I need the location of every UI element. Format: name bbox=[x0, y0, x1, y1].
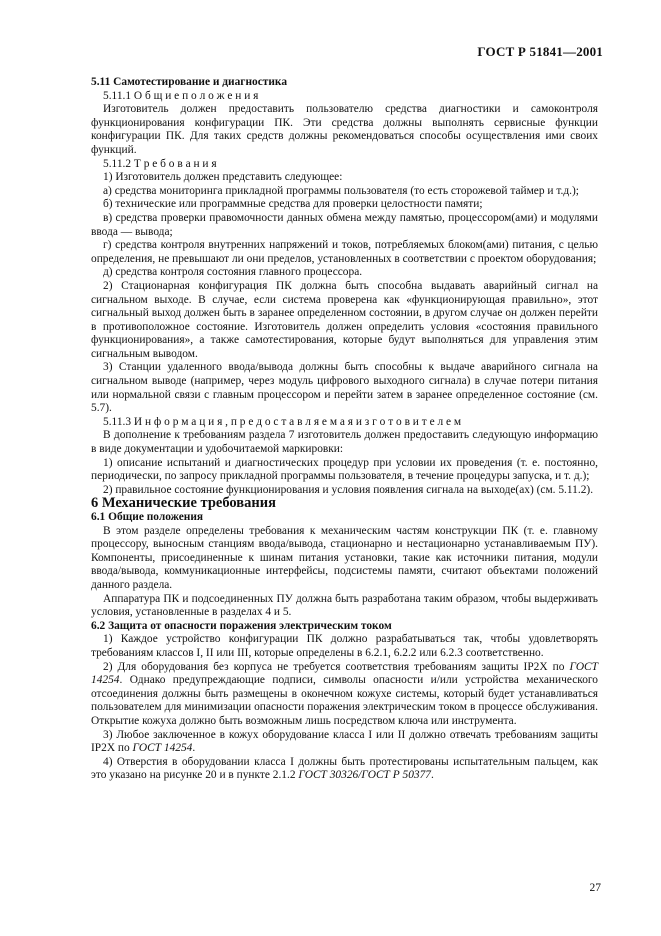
standard-reference: ГОСТ 14254 bbox=[132, 742, 193, 755]
information-item: 1) описание испытаний и диагностических процедур при условии их проведения (т. е. постоянно, периодически, по запросу прикладной программы пользователя, в течение процедуры запуска, и т. д.); bbox=[91, 456, 598, 483]
standard-reference: ГОСТ 14254 bbox=[91, 660, 598, 687]
requirement-item: д) средства контроля состояния главного процессора. bbox=[103, 266, 363, 279]
requirement-item: г) средства контроля внутренних напряжений и токов, потребляемых блоком(ами) питания, с целью определения, не превышают ли они пределов, установленных в соответствии с проектом оборудования; bbox=[91, 239, 598, 265]
requirement-item: а) средства мониторинга прикладной программы пользователя (то есть сторожевой таймер и т.д.); bbox=[103, 184, 579, 197]
requirement-item: б) технические или программные средства для проверки целостности памяти; bbox=[103, 198, 483, 211]
section-6-2-heading: 6.2 Защита от опасности поражения электрическим током bbox=[91, 619, 392, 632]
standard-reference: ГОСТ 30326/ГОСТ Р 50377 bbox=[298, 769, 432, 782]
paragraph-text: 2) Для оборудования без корпуса не требуется соответствия требованиям защиты IP2X по bbox=[103, 660, 570, 673]
document-id-header: ГОСТ Р 51841—2001 bbox=[477, 44, 603, 59]
section-6-2-paragraph bbox=[91, 729, 598, 756]
requirement-item: 1) Изготовитель должен представить следующее: bbox=[103, 171, 343, 184]
subsection-5-11-1-text: Изготовитель должен предоставить пользователю средства диагностики и самоконтроля функционирования конфигурации ПК. Эти средства должны выполнять сервисные функции конфигурации ПК. Для таких средств должны рекомендоваться способы осуществления ими своих функций. bbox=[91, 103, 598, 156]
paragraph-text: 3) Любое заключенное в кожух оборудование класса I или II должно отвечать требованиям защиты IP2X по bbox=[91, 728, 598, 755]
section-6-1-heading: 6.1 Общие положения bbox=[91, 511, 204, 523]
paragraph-text: . bbox=[431, 769, 434, 782]
paragraph-text: 4) Отверстия в оборудовании класса I должны быть протестированы испытательным пальцем, как это указано на рисунке 20 и в пункте 2.1.2 bbox=[91, 755, 598, 782]
subsection-5-11-1-title: 5.11.1 О б щ и е п о л о ж е н и я bbox=[103, 89, 259, 102]
page-number: 27 bbox=[589, 882, 601, 894]
section-6-2-paragraph bbox=[91, 661, 598, 729]
page-body bbox=[91, 76, 598, 783]
section-6-2-paragraph: 1) Каждое устройство конфигурации ПК должно разрабатываться так, чтобы удовлетворять требованиям классов I, II или III, которые определены в 6.2.1, 6.2.2 или 6.2.3 соответственно. bbox=[91, 633, 598, 659]
paragraph-text: . bbox=[192, 742, 196, 755]
subsection-5-11-2-title: 5.11.2 Т р е б о в а н и я bbox=[103, 157, 217, 170]
subsection-5-11-3-title: 5.11.3 И н ф о р м а ц и я , п р е д о с т а в л я е м а я и з г о т о в и т е л е м bbox=[103, 415, 462, 428]
subsection-5-11-3-text: В дополнение к требованиям раздела 7 изготовитель должен предоставить следующую информацию в виде документации и удобочитаемой маркировки: bbox=[91, 429, 598, 456]
section-6-title: 6 Механические требования bbox=[91, 495, 276, 512]
requirement-item: 2) Стационарная конфигурация ПК должна быть способна выдавать аварийный сигнал на сигнальном выходе. В случае, если система проверена как «функционирующая правильно», этот сигнальный выход должен быть в заранее определенном состоянии, в другом случае он должен перейти в противоположное состояние. Изготовитель должен определить условия «состояния правильного функционирования», а также самотестирования, которые будут выполняться для управления этим сигнальным выводом. bbox=[91, 279, 598, 360]
section-6-1-paragraph: Аппаратура ПК и подсоединенных ПУ должна быть разработана таким образом, чтобы выдерживать условия, установленные в разделах 4 и 5. bbox=[91, 592, 598, 619]
section-6-2-paragraph bbox=[91, 756, 598, 783]
requirement-item: в) средства проверки правомочности данных обмена между памятью, процессором(ами) и модулями ввода — вывода; bbox=[91, 211, 598, 238]
section-5-11-heading: 5.11 Самотестирование и диагностика bbox=[91, 76, 288, 88]
information-item: 2) правильное состояние функционирования и условия появления сигнала на выходе(ах) (см. 5.11.2). bbox=[103, 483, 594, 496]
section-6-1-paragraph: В этом разделе определены требования к механическим частям конструкции ПК (т. е. главному процессору, выносным станциям ввода/вывода, стационарно и нестационарно устанавливаемым ПУ). Компоненты, присоединенные к шинам питания установки, такие как источники питания, модули ввода/вывода, коммуникационные интерфейсы, подсистемы памяти, считают объектами положений данного раздела. bbox=[91, 524, 598, 591]
requirement-item: 3) Станции удаленного ввода/вывода должны быть способны к выдаче аварийного сигнала на сигнальном выводе (например, через модуль цифрового выходного сигнала) в случае потери питания или нормальной связи с главным процессором и перейти затем в заранее определенное состояние (см. 5.7). bbox=[91, 361, 598, 415]
paragraph-text: . Однако предупреждающие подписи, символы опасности и/или устройства механического отсоединения должны быть размещены в оконечном кожухе системы, который будет устанавливаться пользователем для минимизации опасности поражения электрическим током в процессе обслуживания. Открытие кожуха должно быть возможным лишь посредством ключа или инструмента. bbox=[91, 674, 598, 727]
